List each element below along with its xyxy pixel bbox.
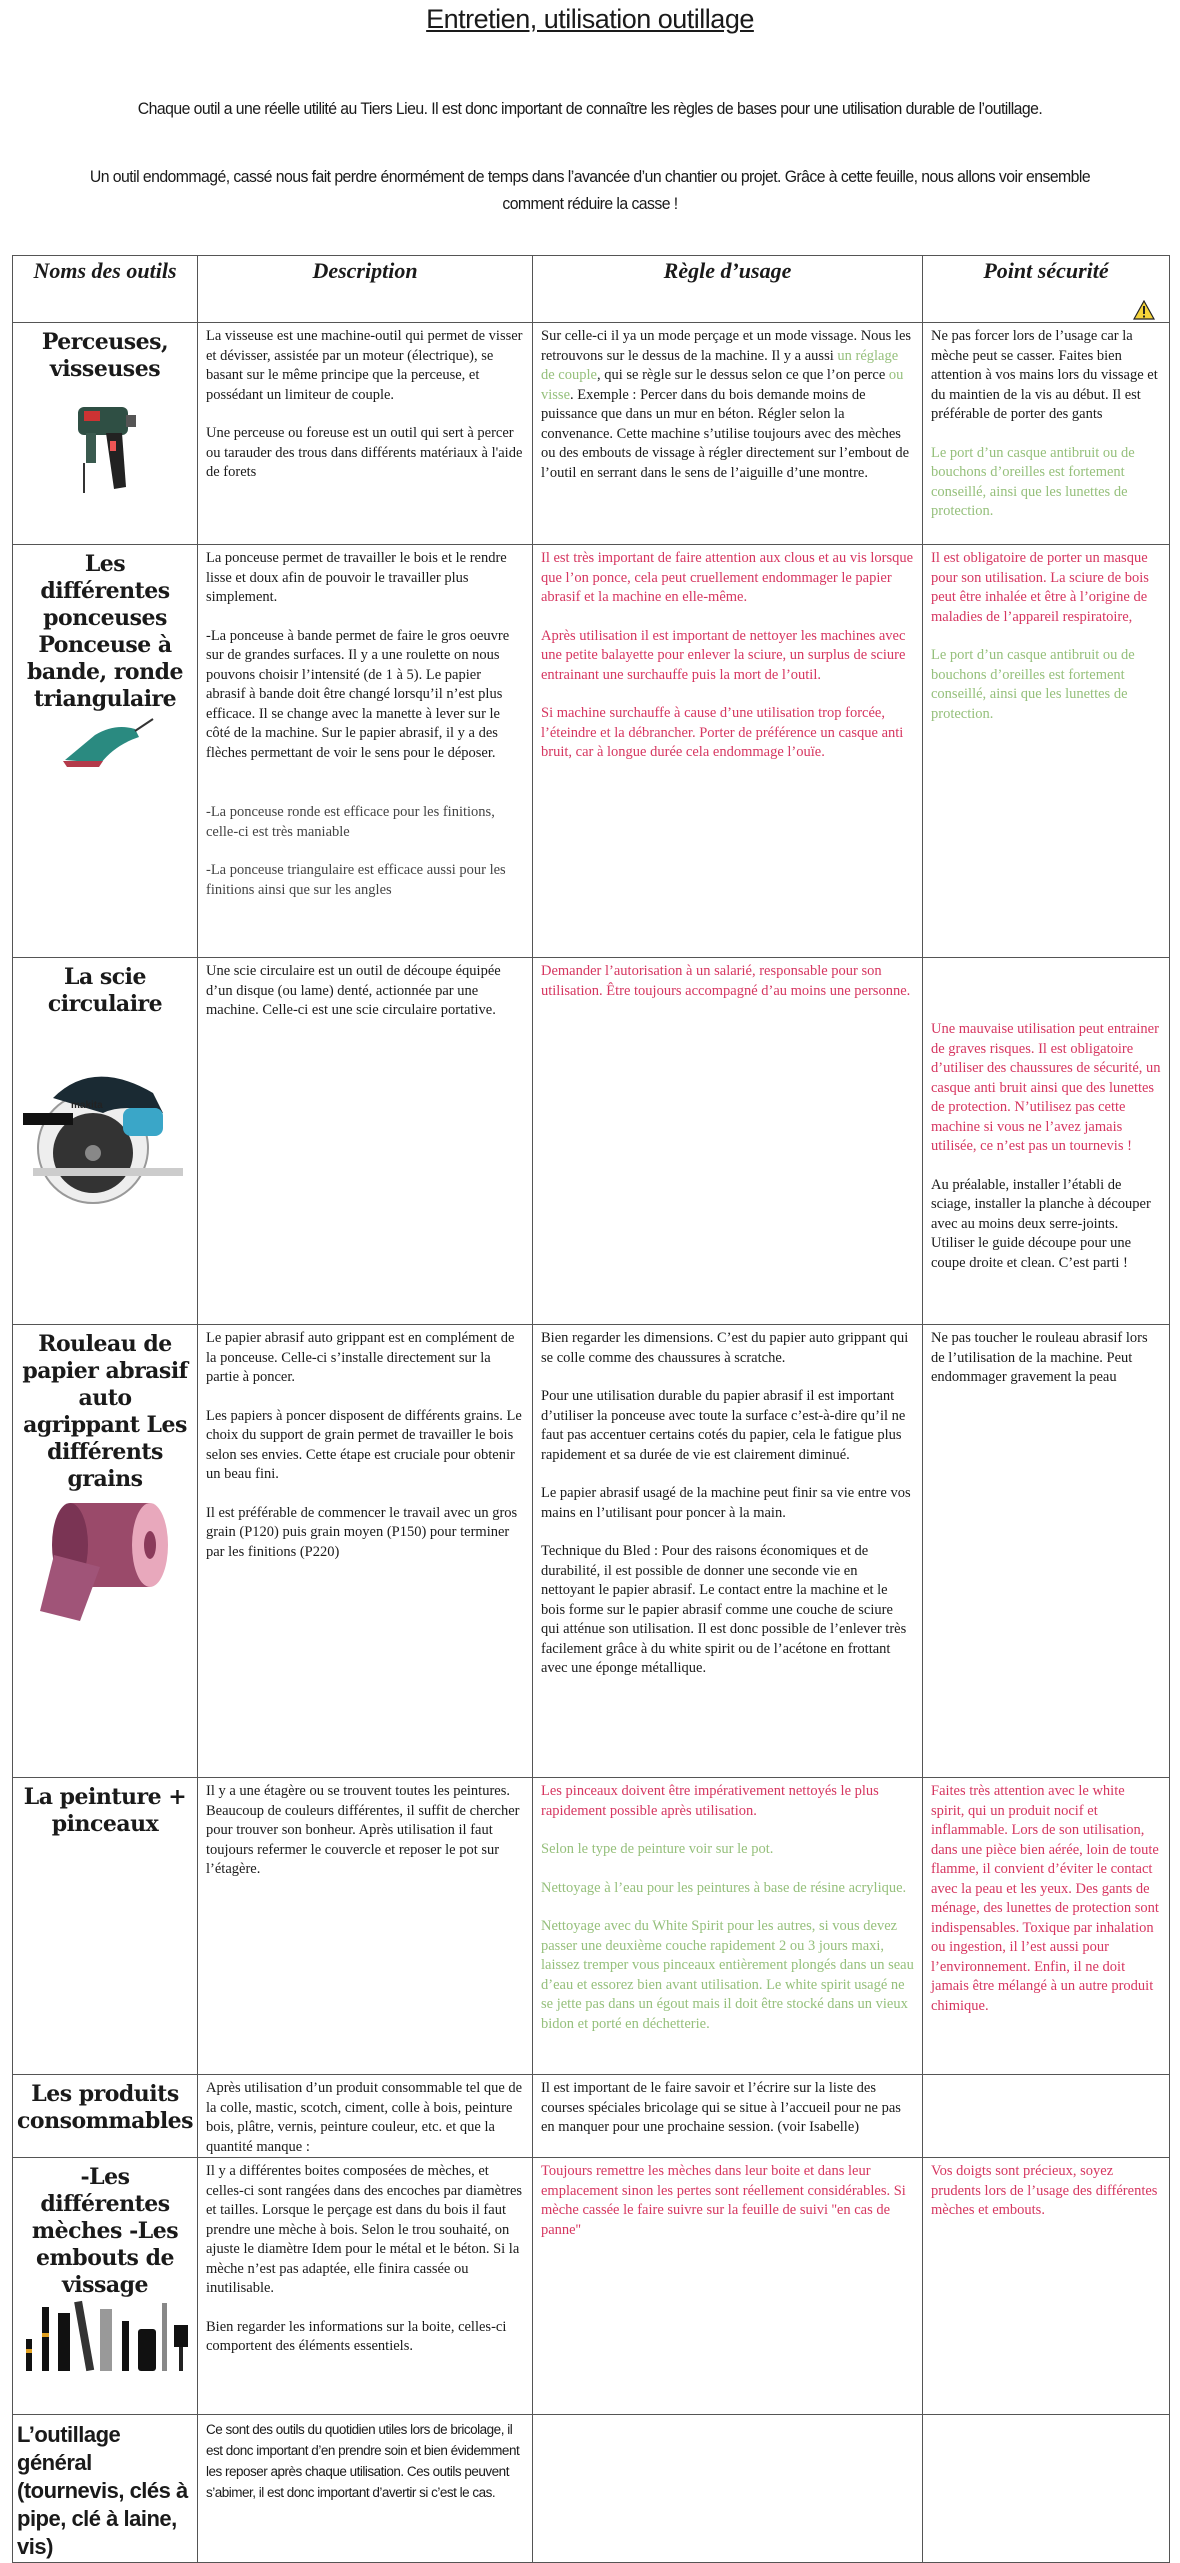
tool-name-cell xyxy=(13,1325,198,1778)
usage-text xyxy=(541,327,914,483)
description-cell xyxy=(198,2158,533,2415)
description-text: Bien regarder les informations sur la boite, celles-ci comportent des éléments essentiels. xyxy=(206,2318,507,2354)
usage-cell xyxy=(533,323,923,545)
safety-cell xyxy=(923,2415,1170,2563)
description-text: -La ponceuse à bande permet de faire le gros oeuvre sur de grandes surfaces. Il y a une roulette on nous pouvons choisir l’intensité (de 1 à 5). Le papier abrasif à bande doit être changé lorsqu’il n’est plus efficace. Il se change avec la manette à lever sur le côté de la machine. Sur le papier abrasif, il y a des flèches permettant de voir le sens pour le déposer. xyxy=(206,627,510,761)
tool-name: -Les différentes mèches -Les embouts de vissage xyxy=(31,2164,179,2298)
usage-text: Il est important de le faire savoir et l’écrire sur la liste des courses spéciales bricolage qui se situe à l’accueil pour ne pas en manquer pour une prochaine session. (voir Isabelle) xyxy=(541,2080,901,2135)
table-header-row xyxy=(13,256,1170,323)
description-cell xyxy=(198,545,533,958)
warning-triangle-icon xyxy=(1133,300,1155,320)
safety-text: Le port d’un casque antibruit ou de bouchons d’oreilles est fortement conseillé, ainsi que les lunettes de protection. xyxy=(931,647,1135,722)
usage-cell xyxy=(533,2415,923,2563)
table-row-general-tools xyxy=(13,2415,1170,2563)
table-row-drills xyxy=(13,323,1170,545)
circular-saw-image xyxy=(13,1058,193,1208)
header-safety-point xyxy=(923,256,1170,323)
safety-cell xyxy=(923,545,1170,958)
description-text: -La ponceuse triangulaire est efficace aussi pour les finitions ainsi que sur les angles xyxy=(206,862,506,898)
drill-image xyxy=(70,397,140,497)
description-cell xyxy=(198,2415,533,2563)
tools-table xyxy=(12,255,1170,2563)
safety-cell xyxy=(923,323,1170,545)
description-text: La ponceuse permet de travailler le bois et le rendre lisse et doux afin de pouvoir le travailler plus simplement. xyxy=(206,550,507,605)
header-tool-names: Noms des outils xyxy=(13,256,198,323)
description-cell xyxy=(198,1325,533,1778)
tool-name: Les produits consommables xyxy=(17,2081,194,2134)
usage-cell xyxy=(533,545,923,958)
usage-text-part: Sur celle-ci il ya un mode perçage et un mode vissage. Nous les retrouvons sur le dessus de la machine. Il y a aussi xyxy=(541,328,912,364)
tool-name: La scie circulaire xyxy=(47,964,163,1017)
description-text: Les papiers à poncer disposent de différents grains. Le choix du support de grain permet de travailler le bois selon ses envies. Cette étape est cruciale pour obtenir un beau fini. xyxy=(206,1407,522,1482)
usage-text: Toujours remettre les mèches dans leur boite et dans leur emplacement sinon les pertes sont réellement considérables. Si mèche cassée le faire suivre sur la feuille de suivi ''en cas de panne'' xyxy=(541,2163,906,2238)
usage-text: Après utilisation il est important de nettoyer les machines avec une petite balayette pour enlever la sciure, un surplus de sciure entrainant une surchauffe puis la mort de l’outil. xyxy=(541,627,906,683)
usage-cell xyxy=(533,2158,923,2415)
intro-paragraph-2: Un outil endommagé, cassé nous fait perdre énormément de temps dans l’avancée d’un chantier ou projet. Grâce à cette feuille, nous allons voir ensemble comment réduire la casse ! xyxy=(89,167,1091,213)
usage-cell xyxy=(533,1778,923,2075)
tool-name: La peinture + pinceaux xyxy=(23,1784,187,1837)
usage-text: Nettoyage à l’eau pour les peintures à base de résine acrylique. xyxy=(541,1879,907,1896)
usage-text: Nettoyage avec du White Spirit pour les autres, si vous devez passer une deuxième couche rapidement 2 ou 3 jours maxi, laissez tremper vous pinceaux entièrement plongés dans un seau d’eau et essorez bien avant utilisation. Le white spirit usagé ne se jette pas dans un égout mais il doit être stocké dans un vieux bidon et porté en déchetterie. xyxy=(541,1918,914,2032)
table-row-drill-bits xyxy=(13,2158,1170,2415)
usage-text: Si machine surchauffe à cause d’une utilisation trop forcée, l’éteindre et la débrancher. Porter de préférence un casque anti bruit, car à longue durée cela endommage l’ouïe. xyxy=(541,705,904,760)
sandpaper-roll-image xyxy=(40,1497,170,1622)
description-text: -La ponceuse ronde est efficace pour les finitions, celle-ci est très maniable xyxy=(206,804,495,840)
usage-text-part: . Exemple : Percer dans du bois demande moins de puissance que dans un mur en béton. Régler selon la convenance. Cette machine s’utilise toujours avec des mèches ou des embouts de vissage à régler directement sur l’embout de l’outil en serrant dans le sens de l’aiguille d’une montre. xyxy=(541,386,910,481)
tool-name-cell xyxy=(13,2075,198,2158)
table-row-paint xyxy=(13,1778,1170,2075)
usage-text: Le papier abrasif usagé de la machine peut finir sa vie entre vos mains en l’utilisant pour poncer à la main. xyxy=(541,1485,911,1521)
description-text: Il y a une étagère ou se trouvent toutes les peintures. Beaucoup de couleurs différentes, il suffit de chercher pour trouver son bonheur. Après utilisation il faut toujours refermer le couvercle et reposer le pot sur l’étagère. xyxy=(206,1783,520,1877)
header-usage-rule: Règle d’usage xyxy=(533,256,923,323)
usage-text-part: , qui se règle sur le dessus selon ce que l’on perce xyxy=(596,367,889,383)
tool-name-cell xyxy=(13,958,198,1325)
description-text: Ce sont des outils du quotidien utiles lors de bricolage, il est donc important d’en prendre soin et bien évidemment les reposer après chaque utilisation. Ces outils peuvent s’abimer, il est donc important d’avertir si c’est le cas. xyxy=(206,2422,520,2500)
description-text: Le papier abrasif auto grippant est en complément de la ponceuse. Celle-ci s’installe directement sur la partie à poncer. xyxy=(206,1330,515,1385)
drill-bits-image xyxy=(20,2299,190,2374)
usage-text: Demander l’autorisation à un salarié, responsable pour son utilisation. Être toujours accompagné d’au moins une personne. xyxy=(541,963,911,999)
header-description: Description xyxy=(198,256,533,323)
description-text: Une scie circulaire est un outil de découpe équipée d’un disque (ou lame) denté, actionnée par une machine. Celle-ci est une scie circulaire portative. xyxy=(206,963,501,1018)
tool-name: Les différentes ponceuses Ponceuse à bande, ronde triangulaire xyxy=(27,551,183,712)
description-text: Après utilisation d’un produit consommable tel que de la colle, mastic, scotch, ciment, colle à bois, peinture bois, plâtre, vernis, peinture couleur, etc. et que la quantité manque : xyxy=(206,2080,523,2155)
safety-text: Au préalable, installer l’établi de sciage, installer la planche à découper avec au moins deux serre-joints. Utiliser le guide découpe pour une coupe droite et clean. C’est parti ! xyxy=(931,1176,1151,1271)
description-text: Il y a différentes boites composées de mèches, et celles-ci sont rangées dans des encoches par diamètres et tailles. Lorsque le perçage est dans du bois il faut prendre une mèche à bois. Selon le trou souhaité, on ajuste le diamètre Idem pour le métal et le béton. Si la mèche n’est pas adaptée, elle finira cassée ou inutilisable. xyxy=(206,2163,523,2296)
safety-cell xyxy=(923,1778,1170,2075)
table-row-consumables xyxy=(13,2075,1170,2158)
usage-text: Bien regarder les dimensions. C’est du papier auto grippant qui se colle comme des chaussures à scratche. xyxy=(541,1330,909,1366)
description-cell xyxy=(198,958,533,1325)
safety-text: Faites très attention avec le white spirit, qui un produit nocif et inflammable. Lors de son utilisation, dans une pièce bien aérée, loin de toute flamme, il convient d’éviter le contact avec la peau et les yeux. Des gants de ménage, des lunettes de protection sont indispensables. Toxique par inhalation ou ingestion, il l’est aussi pour l’environnement. Enfin, il ne doit jamais être mélangé à un autre produit chimique. xyxy=(931,1783,1159,2014)
tool-name-cell xyxy=(13,545,198,958)
safety-text: Le port d’un casque antibruit ou de bouchons d’oreilles est fortement conseillé, ainsi que les lunettes de protection. xyxy=(931,444,1135,519)
safety-cell xyxy=(923,2075,1170,2158)
tool-name: L’outillage général (tournevis, clés à pipe, clé à laine, vis) xyxy=(17,2422,188,2559)
usage-highlight: un réglage de couple xyxy=(541,347,899,383)
safety-cell xyxy=(923,2158,1170,2415)
header-safety-label: Point sécurité xyxy=(983,258,1109,283)
tool-name-cell xyxy=(13,323,198,545)
description-text: Il est préférable de commencer le travail avec un gros grain (P120) puis grain moyen (P150) pour terminer par les finitions (P220) xyxy=(206,1504,518,1560)
tool-name-cell xyxy=(13,2158,198,2415)
tool-name: Perceuses, visseuses xyxy=(41,329,169,382)
usage-text: Technique du Bled : Pour des raisons économiques et de durabilité, il est possible de donner une seconde vie en nettoyant le papier abrasif. Le contact entre la machine et le bois forme sur le papier abrasif comme une couche de sciure qui atténue son utilisation. Il est donc possible de l’enlever très facilement grâce à du white spirit ou de l’acétone en frottant avec une éponge métallique. xyxy=(541,1543,907,1676)
svg-text:makita: makita xyxy=(71,1100,103,1111)
usage-cell xyxy=(533,1325,923,1778)
usage-highlight: ou visse xyxy=(541,367,904,403)
intro-paragraph-1: Chaque outil a une réelle utilité au Tiers Lieu. Il est donc important de connaître les règles de bases pour une utilisation durable de l’outillage. xyxy=(137,99,1043,118)
table-row-sandpaper-roll xyxy=(13,1325,1170,1778)
tool-name-cell xyxy=(13,2415,198,2563)
safety-text: Une mauvaise utilisation peut entrainer de graves risques. Il est obligatoire d’utiliser des chaussures de sécurité, un casque anti bruit ainsi que des lunettes de protection. N’utilisez pas cette machine si vous ne l’avez jamais utilisée, ce n’est pas un tournevis ! xyxy=(931,1021,1161,1154)
table-row-circular-saw xyxy=(13,958,1170,1325)
safety-text: Ne pas toucher le rouleau abrasif lors de l’utilisation de la machine. Peut endommager gravement la peau xyxy=(931,1330,1148,1385)
description-text: La visseuse est une machine-outil qui permet de visser et dévisser, assistée par un moteur (électrique), se basant sur le même principe que la perceuse, et possédant un limiteur de couple. xyxy=(206,328,523,403)
usage-text: Selon le type de peinture voir sur le pot. xyxy=(541,1841,774,1857)
safety-cell xyxy=(923,958,1170,1325)
description-cell xyxy=(198,2075,533,2158)
description-cell xyxy=(198,1778,533,2075)
usage-cell xyxy=(533,958,923,1325)
usage-cell xyxy=(533,2075,923,2158)
usage-text: Pour une utilisation durable du papier abrasif il est important d’utiliser la ponceuse avec toute la surface c’est-à-dire qu’il ne faut pas accentuer certains cotés du papier, cela le fatigue plus rapidement et sa durée de vie est clairement diminué. xyxy=(541,1388,906,1463)
sander-image xyxy=(55,715,155,770)
safety-text: Il est obligatoire de porter un masque pour son utilisation. La sciure de bois peut être inhalée et être à l’origine de maladies de l’appareil respiratoire, xyxy=(931,550,1149,625)
safety-cell xyxy=(923,1325,1170,1778)
page-title: Entretien, utilisation outillage xyxy=(426,4,754,34)
description-cell xyxy=(198,323,533,545)
tool-name: Rouleau de papier abrasif auto agrippant Les différents grains xyxy=(22,1331,188,1492)
description-text: Une perceuse ou foreuse est un outil qui sert à percer ou tarauder des trous dans différents matériaux à l'aide de forets xyxy=(206,425,523,480)
safety-text: Vos doigts sont précieux, soyez prudents lors de l’usage des différentes mèches et embouts. xyxy=(931,2163,1158,2218)
table-row-sanders xyxy=(13,545,1170,958)
safety-text: Ne pas forcer lors de l’usage car la mèche peut se casser. Faites bien attention à vos mains lors du vissage et du maintien de la vis au début. Il est préférable de porter des gants xyxy=(931,328,1158,422)
usage-text: Les pinceaux doivent être impérativement nettoyés le plus rapidement possible après utilisation. xyxy=(541,1783,879,1819)
tool-name-cell xyxy=(13,1778,198,2075)
usage-text: Il est très important de faire attention aux clous et au vis lorsque que l’on ponce, cela peut cruellement endommager le papier abrasif et la machine en elle-même. xyxy=(541,550,914,605)
